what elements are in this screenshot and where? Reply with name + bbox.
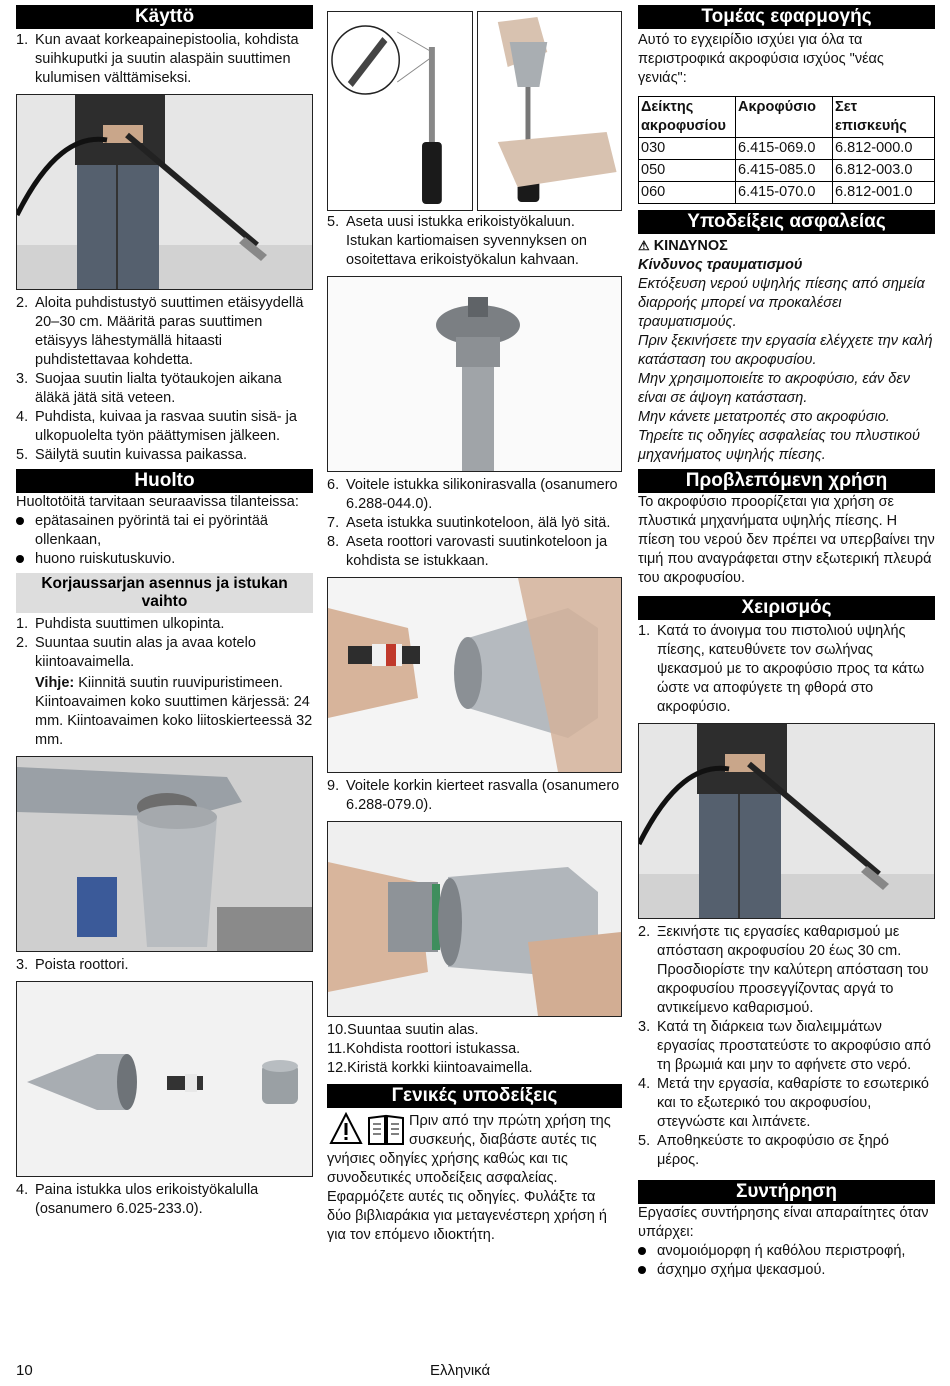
step-line: 11.Kohdista roottori istukassa. (327, 1041, 521, 1057)
maint-intro: Εργασίες συντήρησης είναι απαραίτητες όταν υπάρχει: (638, 1205, 929, 1240)
table-row (639, 138, 935, 160)
bullet-item (638, 1242, 935, 1261)
huolto-intro: Huoltotöitä tarvitaan seuraavissa tilanteissa: (16, 494, 299, 510)
kaytto-list-a (16, 31, 313, 88)
list-item-text: Kun avaat korkeapainepistoolia, kohdista suihkuputki ja suutin alaspäin suuttimen kulumisen välttämiseksi. (35, 32, 299, 86)
photo-special-tool-detail (327, 11, 473, 211)
list-item-text: Aseta roottori varovasti suutinkoteloon ja kohdista se istukkaan. (346, 534, 608, 569)
general-text-rest: γνήσιες οδηγίες χρήσης καθώς και τις συνοδευτικές υποδείξεις ασφαλείας. Εφαρμόζετε αυτές τις οδηγίες. Φυλάξτε τα δύο βιβλιαράκια για μεταγενέστερη χρήση ή για τον επόμενο ιδιοκτήτη. (327, 1151, 607, 1243)
danger-lines (638, 275, 935, 465)
nozzle-table (638, 96, 935, 204)
table-header-row (639, 97, 935, 138)
table-row (639, 160, 935, 182)
manual-book-icon (367, 1112, 405, 1146)
list-item (16, 408, 313, 446)
list-item-text: Αποθηκεύστε το ακροφύσιο σε ξηρό μέρος. (657, 1133, 889, 1168)
list-item-number: 8. (327, 534, 340, 550)
list-item (638, 1018, 935, 1075)
list-item (16, 615, 313, 634)
bullet-item (638, 1261, 935, 1280)
heading-kaytto: Käyttö (16, 5, 313, 29)
danger-text-line: Μην χρησιμοποιείτε το ακροφύσιο, εάν δεν είναι σε άψογη κατάσταση. (638, 371, 910, 406)
list-item-number: 6. (327, 477, 340, 493)
list-item-text: Puhdista suuttimen ulkopinta. (35, 616, 225, 632)
heading-huolto: Huolto (16, 469, 313, 493)
column-3 (638, 5, 935, 1280)
table-cell: 6.812-001.0 (833, 182, 935, 204)
list-item-number: 1. (638, 623, 651, 639)
step-9: 9. Voitele korkin kierteet rasvalla (osanumero 6.288-079.0). (327, 778, 620, 813)
list-item-number: 5. (16, 447, 29, 463)
table-cell: 6.812-003.0 (833, 160, 935, 182)
list-item-text: Ξεκινήστε τις εργασίες καθαρισμού με απόσταση ακροφυσίου 20 έως 30 cm. Προσδιορίστε την καλύτερη απόσταση του ακροφυσίου προσεγγίζοντας αργά το αντικείμενο καθαρισμού. (657, 924, 929, 1016)
danger-line (638, 236, 935, 256)
list-item-number: 7. (327, 515, 340, 531)
footer-language: Ελληνικά (430, 1362, 491, 1379)
column-2 (327, 5, 622, 1245)
bullet-item (16, 550, 313, 569)
list-item (327, 533, 622, 571)
column-1 (16, 5, 313, 1219)
photo-hand-with-tool (477, 11, 623, 211)
danger-text-line: Τηρείτε τις οδηγίες ασφαλείας του πλυστικού μηχανήματος υψηλής πίεσης. (638, 428, 920, 463)
list-item-text: Aseta istukka suutinkoteloon, älä lyö sitä. (346, 515, 611, 531)
photo-person-with-spray-gun-2 (638, 723, 935, 919)
hint-text: Kiinnitä suutin ruuvipuristimeen. Kiintoavaimen koko suuttimen kärjessä: 24 mm. Kiintoavaimen koko liitoskierteessä 32 mm. (35, 675, 313, 748)
hint-label: Vihje: (35, 675, 75, 691)
step-line: 12.Kiristä korkki kiintoavaimella. (327, 1060, 533, 1076)
list-item-text: Voitele istukka silikonirasvalla (osanumero 6.288-044.0). (346, 477, 618, 512)
kaytto-list-b (16, 294, 313, 465)
warning-triangle-icon (329, 1112, 363, 1146)
hint-paragraph (16, 674, 313, 750)
list-item-number: 3. (16, 371, 29, 387)
list-item-text: Κατά τη διάρκεια των διαλειμμάτων εργασίας προστατεύστε το ακροφύσιο από τη βρωμιά και μην το αφήνετε στο νερό. (657, 1019, 931, 1073)
table-header-cell: Σετ επισκευής (833, 97, 935, 138)
list-item (16, 31, 313, 88)
table-cell: 030 (639, 138, 736, 160)
scope-text: Αυτό το εγχειρίδιο ισχύει για όλα τα περιστροφικά ακροφύσια ισχύος "νέας γενιάς": (638, 32, 884, 86)
bullet-dot-icon (16, 512, 35, 550)
bullet-dot-icon (638, 1242, 657, 1261)
list-item-text: Aloita puhdistustyö suuttimen etäisyydellä 20–30 cm. Määritä paras suuttimen etäisyys lähestymällä hitaasti puhdistettavaa kohdetta. (35, 295, 304, 368)
list-item-number: 2. (16, 635, 29, 651)
maint-bullets (638, 1242, 935, 1280)
bullet-item (16, 512, 313, 550)
list-item-number: 1. (16, 32, 29, 48)
list-item (16, 446, 313, 465)
list-item (16, 294, 313, 370)
general-text-second: συσκευής, διαβάστε αυτές τις (409, 1132, 597, 1148)
danger-label: ΚΙΝΔΥΝΟΣ (653, 238, 728, 254)
step-4: 4. Paina istukka ulos erikoistyökalulla (osanumero 6.025-233.0). (16, 1182, 259, 1217)
list-item-text: Μετά την εργασία, καθαρίστε το εσωτερικό και το εξωτερικό του ακροφυσίου, στεγνώστε και λιπάνετε. (657, 1076, 929, 1130)
operation-list-a (638, 622, 935, 717)
photo-cap-onto-housing (327, 821, 622, 1017)
list-item (16, 370, 313, 408)
bullet-text: άσχημο σχήμα ψεκασμού. (657, 1262, 826, 1278)
table-row (639, 182, 935, 204)
table-cell: 060 (639, 182, 736, 204)
bullet-text: epätasainen pyörintä tai ei pyörintää ollenkaan, (35, 513, 268, 548)
photo-pair-special-tool (327, 11, 622, 211)
list-item (327, 514, 622, 533)
table-header-cell: Ακροφύσιο (736, 97, 833, 138)
danger-text-line: Εκτόξευση νερού υψηλής πίεσης από σημεία διαρροής μπορεί να προκαλέσει τραυματισμούς. (638, 276, 925, 330)
list-item (327, 476, 622, 514)
list-item-text: Suuntaa suutin alas ja avaa kotelo kiintoavaimella. (35, 635, 256, 670)
page-number: 10 (16, 1362, 33, 1379)
list-item (638, 622, 935, 717)
step-5: 5. Aseta uusi istukka erikoistyökaluun. Istukan kartiomaisen syvennyksen on osoitettava erikoistyökalun kahvaan. (327, 214, 587, 268)
huolto-bullets (16, 512, 313, 569)
subheading-korjaussarja: Korjaussarjan asennus ja istukan vaihto (16, 573, 313, 613)
list-item-number: 2. (16, 295, 29, 311)
photo-person-with-spray-gun (16, 94, 313, 290)
step-3: 3. Poista roottori. (16, 957, 129, 973)
list-item-number: 4. (638, 1076, 651, 1092)
table-header-cell: Δείκτης ακροφυσίου (639, 97, 736, 138)
heading-operation: Χειρισμός (638, 596, 935, 620)
step-line: 10.Suuntaa suutin alas. (327, 1022, 479, 1038)
photo-wrench-on-nozzle (16, 756, 313, 952)
list-item (638, 1075, 935, 1132)
list-item-number: 3. (638, 1019, 651, 1035)
use-text: Το ακροφύσιο προορίζεται για χρήση σε πλυστικά μηχανήματα υψηλής πίεσης. Η πίεση του νερού δεν πρέπει να υπερβαίνει την τιμή που αναγράφεται στην εξωτερική πλευρά του ακροφυσίου. (638, 494, 935, 586)
danger-text-line: Μην κάνετε μετατροπές στο ακροφύσιο. (638, 409, 890, 425)
table-cell: 6.415-070.0 (736, 182, 833, 204)
heading-safety: Υποδείξεις ασφαλείας (638, 210, 935, 234)
heading-scope: Τομέας εφαρμογής (638, 5, 935, 29)
photo-nozzle-rotor-cap (16, 981, 313, 1177)
list-item-number: 2. (638, 924, 651, 940)
list-item-text: Κατά το άνοιγμα του πιστολιού υψηλής πίεσης, κατευθύνετε τον σωλήνας ψεκασμού με το ακροφύσιο προς τα κάτω ώστε να αποφύγετε τη φθορά στο ακροφύσιο. (657, 623, 925, 715)
list-item-text: Puhdista, kuivaa ja rasvaa suutin sisä- ja ulkopuolelta työn päättymisen jälkeen. (35, 409, 297, 444)
heading-general: Γενικές υποδείξεις (327, 1084, 622, 1108)
table-cell: 050 (639, 160, 736, 182)
photo-rotor-into-housing (327, 577, 622, 773)
heading-maint: Συντήρηση (638, 1180, 935, 1204)
list-item-number: 4. (16, 409, 29, 425)
list-item-number: 5. (638, 1133, 651, 1149)
bullet-text: huono ruiskutuskuvio. (35, 551, 176, 567)
table-cell: 6.415-069.0 (736, 138, 833, 160)
list-item-number: 1. (16, 616, 29, 632)
steps-list-a (16, 615, 313, 672)
danger-title: Κίνδυνος τραυματισμού (638, 257, 803, 273)
list-item (638, 1132, 935, 1170)
danger-triangle-icon: ⚠ (638, 238, 650, 253)
general-notes (327, 1112, 622, 1245)
warning-and-manual-icons (329, 1112, 407, 1148)
photo-seat-on-tool (327, 276, 622, 472)
list-item (16, 634, 313, 672)
steps-list-10-12 (327, 1021, 622, 1078)
steps-list-6-8 (327, 476, 622, 571)
general-text-first: Πριν από την πρώτη χρήση της (409, 1113, 611, 1129)
table-cell: 6.812-000.0 (833, 138, 935, 160)
danger-text-line: Πριν ξεκινήσετε την εργασία ελέγχετε την καλή κατάσταση του ακροφυσίου. (638, 333, 933, 368)
list-item-text: Säilytä suutin kuivassa paikassa. (35, 447, 247, 463)
table-cell: 6.415-085.0 (736, 160, 833, 182)
operation-list-b (638, 923, 935, 1170)
list-item (638, 923, 935, 1018)
bullet-dot-icon (16, 550, 35, 569)
heading-use: Προβλεπόμενη χρήση (638, 469, 935, 493)
bullet-dot-icon (638, 1261, 657, 1280)
list-item-text: Suojaa suutin lialta työtaukojen aikana äläkä jätä sitä veteen. (35, 371, 282, 406)
bullet-text: ανομοιόμορφη ή καθόλου περιστροφή, (657, 1243, 906, 1259)
